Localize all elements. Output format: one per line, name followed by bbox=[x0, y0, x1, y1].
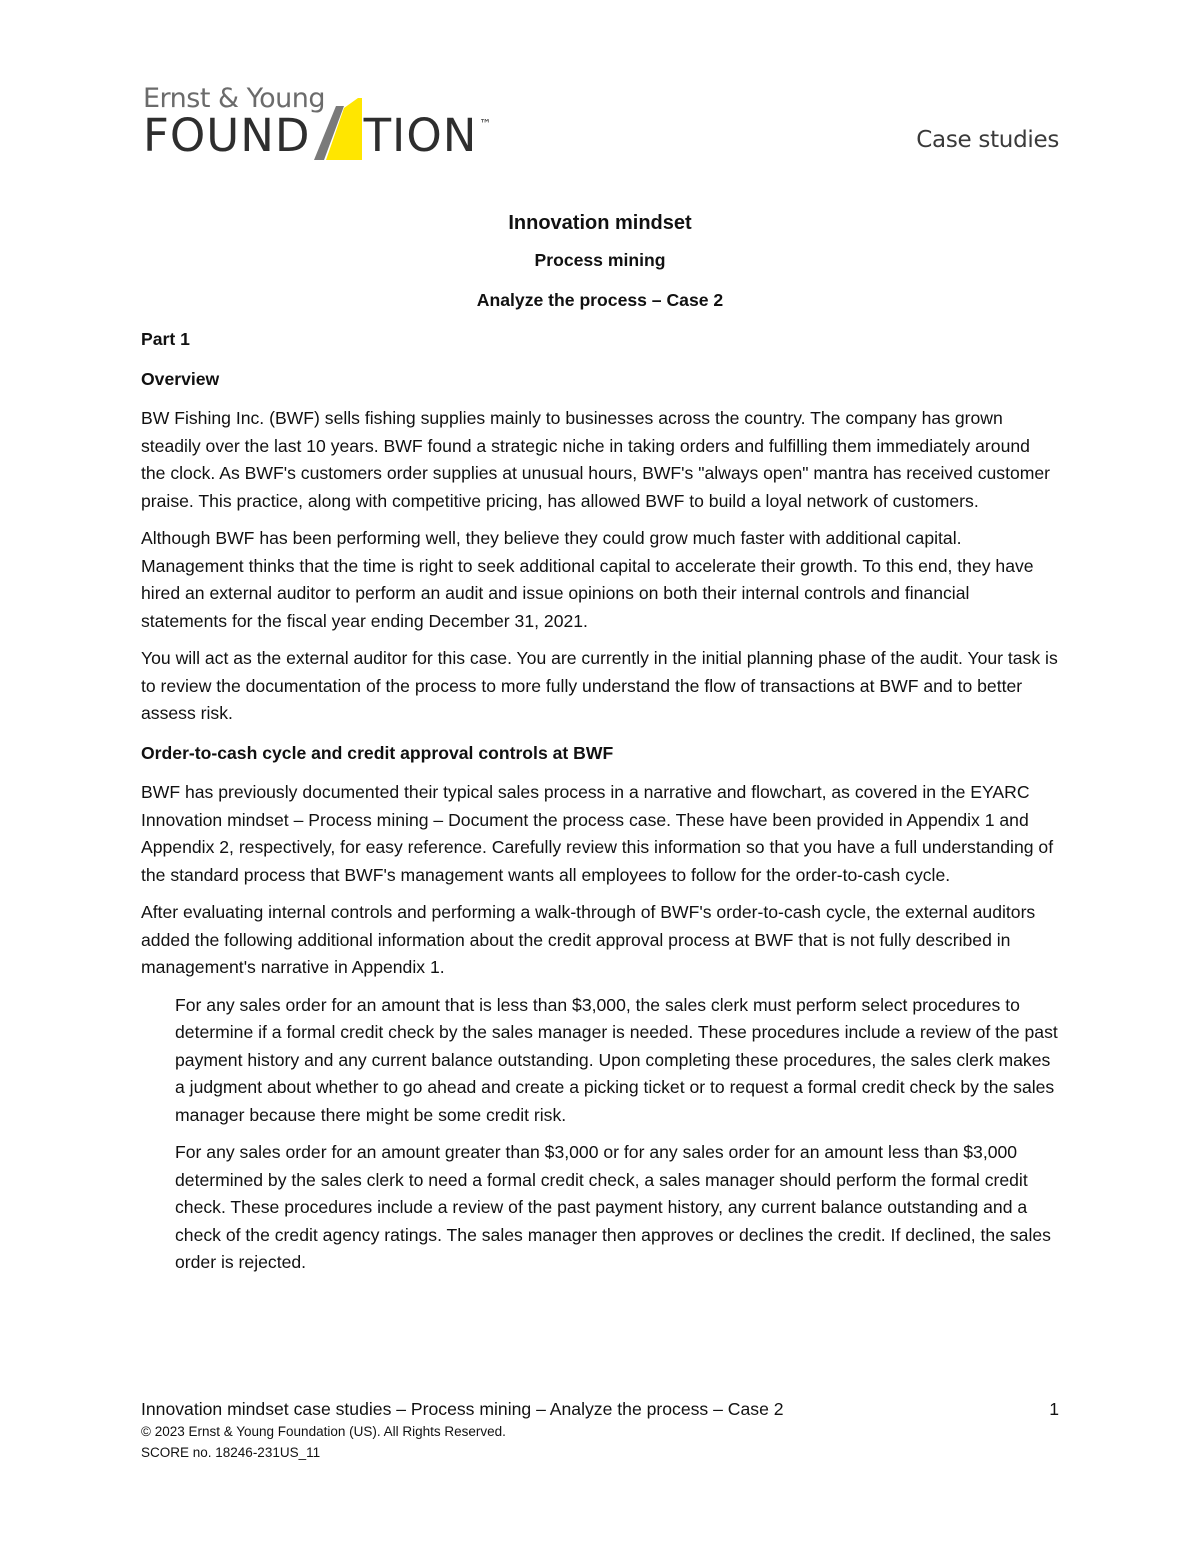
document-body bbox=[141, 208, 1059, 1277]
cycle-heading: Order-to-cash cycle and credit approval controls at BWF bbox=[141, 742, 614, 763]
credit-rule-paragraph: For any sales order for an amount greater than $3,000 or for any sales order for an amount less than $3,000 determined by the sales clerk to need a formal credit check, a sales manager should perform the formal credit check. These procedures include a review of the past payment history, any current balance outstanding and a check of the credit agency ratings. The sales manager then approves or declines the credit. If declined, the sales order is rejected. bbox=[175, 1142, 1051, 1272]
page-number: 1 bbox=[1049, 1399, 1059, 1419]
overview-paragraph: BW Fishing Inc. (BWF) sells fishing supplies mainly to businesses across the country. The company has grown steadily over the last 10 years. BWF found a strategic niche in taking orders and fulfilling them immediately around the clock. As BWF's customers order supplies at unusual hours, BWF's "always open" mantra has received customer praise. This practice, along with competitive pricing, has allowed BWF to build a loyal network of customers. bbox=[141, 408, 1051, 511]
trademark-symbol: ™ bbox=[479, 117, 493, 131]
document-subtitle: Process mining bbox=[534, 250, 666, 270]
case-studies-label: Case studies bbox=[916, 127, 1059, 153]
footer-score-number: SCORE no. 18246-231US_11 bbox=[141, 1445, 321, 1460]
cycle-paragraph: BWF has previously documented their typical sales process in a narrative and flowchart, as covered in the EYARC Innovation mindset – Process mining – Document the process case. These have been provided in Appendix 1 and Appendix 2, respectively, for easy reference. Carefully review this information so that you have a full understanding of the standard process that BWF's management wants all employees to follow for the order-to-cash cycle. bbox=[141, 782, 1054, 885]
footer-copyright: © 2023 Ernst & Young Foundation (US). All Rights Reserved. bbox=[141, 1424, 506, 1439]
part-heading: Part 1 bbox=[141, 329, 190, 349]
ey-beam-icon bbox=[312, 96, 362, 160]
overview-paragraph: Although BWF has been performing well, they believe they could grow much faster with additional capital. Management thinks that the time is right to seek additional capital to accelerate their growth. To this end, they have hired an external auditor to perform an audit and issue opinions on both their internal controls and financial statements for the fiscal year ending December 31, 2021. bbox=[141, 528, 1034, 631]
ey-foundation-logo bbox=[143, 83, 503, 162]
document-case-title: Analyze the process – Case 2 bbox=[476, 289, 724, 310]
logo-wordmark-left: FOUND bbox=[143, 109, 311, 162]
page-footer bbox=[141, 1397, 1059, 1463]
footer-running-title: Innovation mindset case studies – Process mining – Analyze the process – Case 2 bbox=[141, 1399, 784, 1419]
cycle-paragraph: After evaluating internal controls and performing a walk-through of BWF's order-to-cash cycle, the external auditors added the following additional information about the credit approval process at BWF that is not fully described in management's narrative in Appendix 1. bbox=[141, 902, 1036, 977]
footer-title-row bbox=[141, 1397, 1059, 1421]
logo-wordmark-right: TION bbox=[363, 109, 478, 162]
logo-foundation-wordmark bbox=[143, 109, 493, 162]
credit-rule-paragraph: For any sales order for an amount that is less than $3,000, the sales clerk must perform select procedures to determine if a formal credit check by the sales manager is needed. These procedures include a review of the past payment history and any current balance outstanding. Upon completing these procedures, the sales clerk makes a judgment about whether to go ahead and create a picking ticket or to request a formal credit check by the sales manager because there might be some credit risk. bbox=[175, 994, 1058, 1125]
document-title: Innovation mindset bbox=[508, 212, 692, 234]
overview-heading: Overview bbox=[141, 368, 220, 389]
overview-paragraph: You will act as the external auditor for this case. You are currently in the initial planning phase of the audit. Your task is to review the documentation of the process to more fully understand the flow of transactions at BWF and to better assess risk. bbox=[141, 648, 1058, 723]
logo-company-name: Ernst & Young bbox=[143, 83, 325, 114]
